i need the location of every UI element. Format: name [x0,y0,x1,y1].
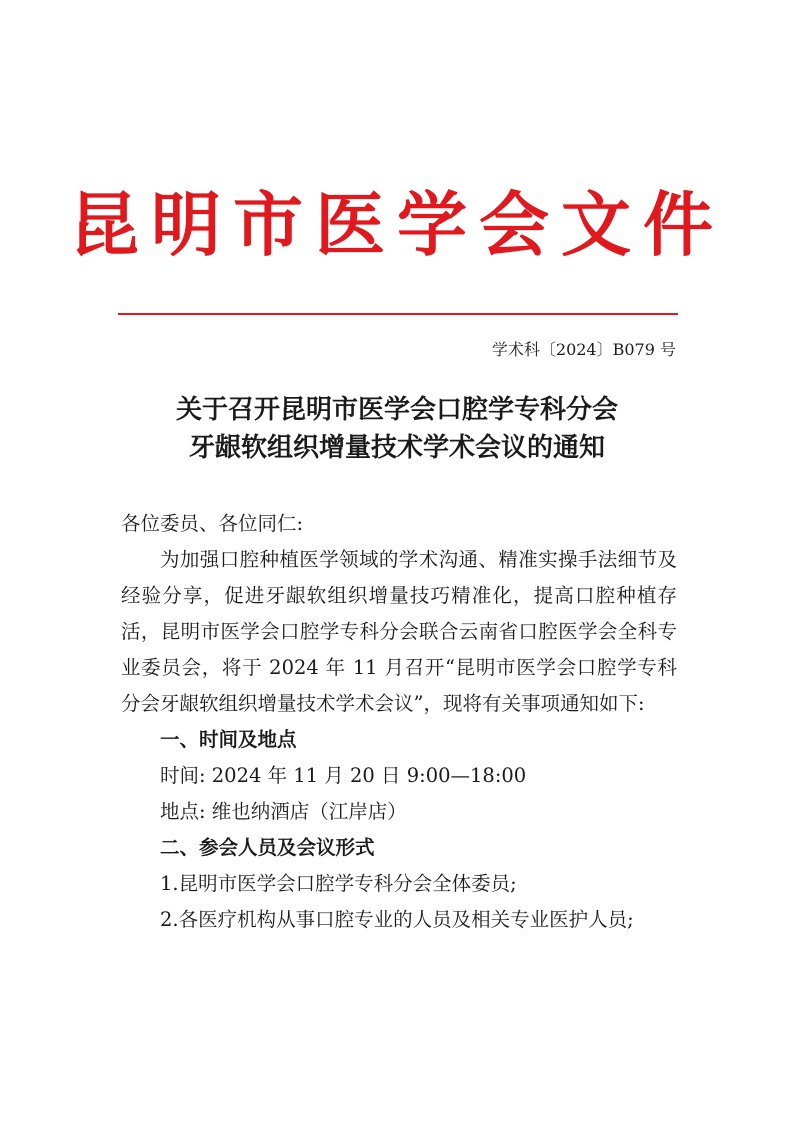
salutation: 各位委员、各位同仁: [121,512,304,535]
meeting-place: 地点: 维也纳酒店（江岸店） [160,800,407,823]
notice-body [121,506,677,938]
attendee-item-2: 2.各医疗机构从事口腔专业的人员及相关专业医护人员; [160,908,634,931]
attendee-item-1: 1.昆明市医学会口腔学专科分会全体委员; [160,872,517,895]
meeting-time: 时间: 2024 年 11 月 20 日 9:00—18:00 [160,764,527,787]
document-number: 学术科〔2024〕B079 号 [491,340,676,359]
intro-paragraph: 为加强口腔种植医学领域的学术沟通、精准实操手法细节及经验分享，促进牙龈软组织增量技巧精准化，提高口腔种植存活，昆明市医学会口腔学专科分会联合云南省口腔医学会全科专业委员会，将于 2024 年 11 月召开“昆明市医学会口腔学专科分会牙龈软组织增量技术学术会议”，现将有关事项通知如下: [121,548,677,715]
document-masthead: 昆明市医学会文件 [69,183,725,266]
notice-title-line1: 关于召开昆明市医学会口腔学专科分会 [175,395,618,425]
section-heading-time-place: 一、时间及地点 [160,728,297,751]
red-divider-line [118,313,678,315]
notice-title-line2: 牙龈软组织增量技术学术会议的通知 [188,433,605,463]
section-heading-attendees: 二、参会人员及会议形式 [160,836,375,859]
notice-title [0,391,794,467]
